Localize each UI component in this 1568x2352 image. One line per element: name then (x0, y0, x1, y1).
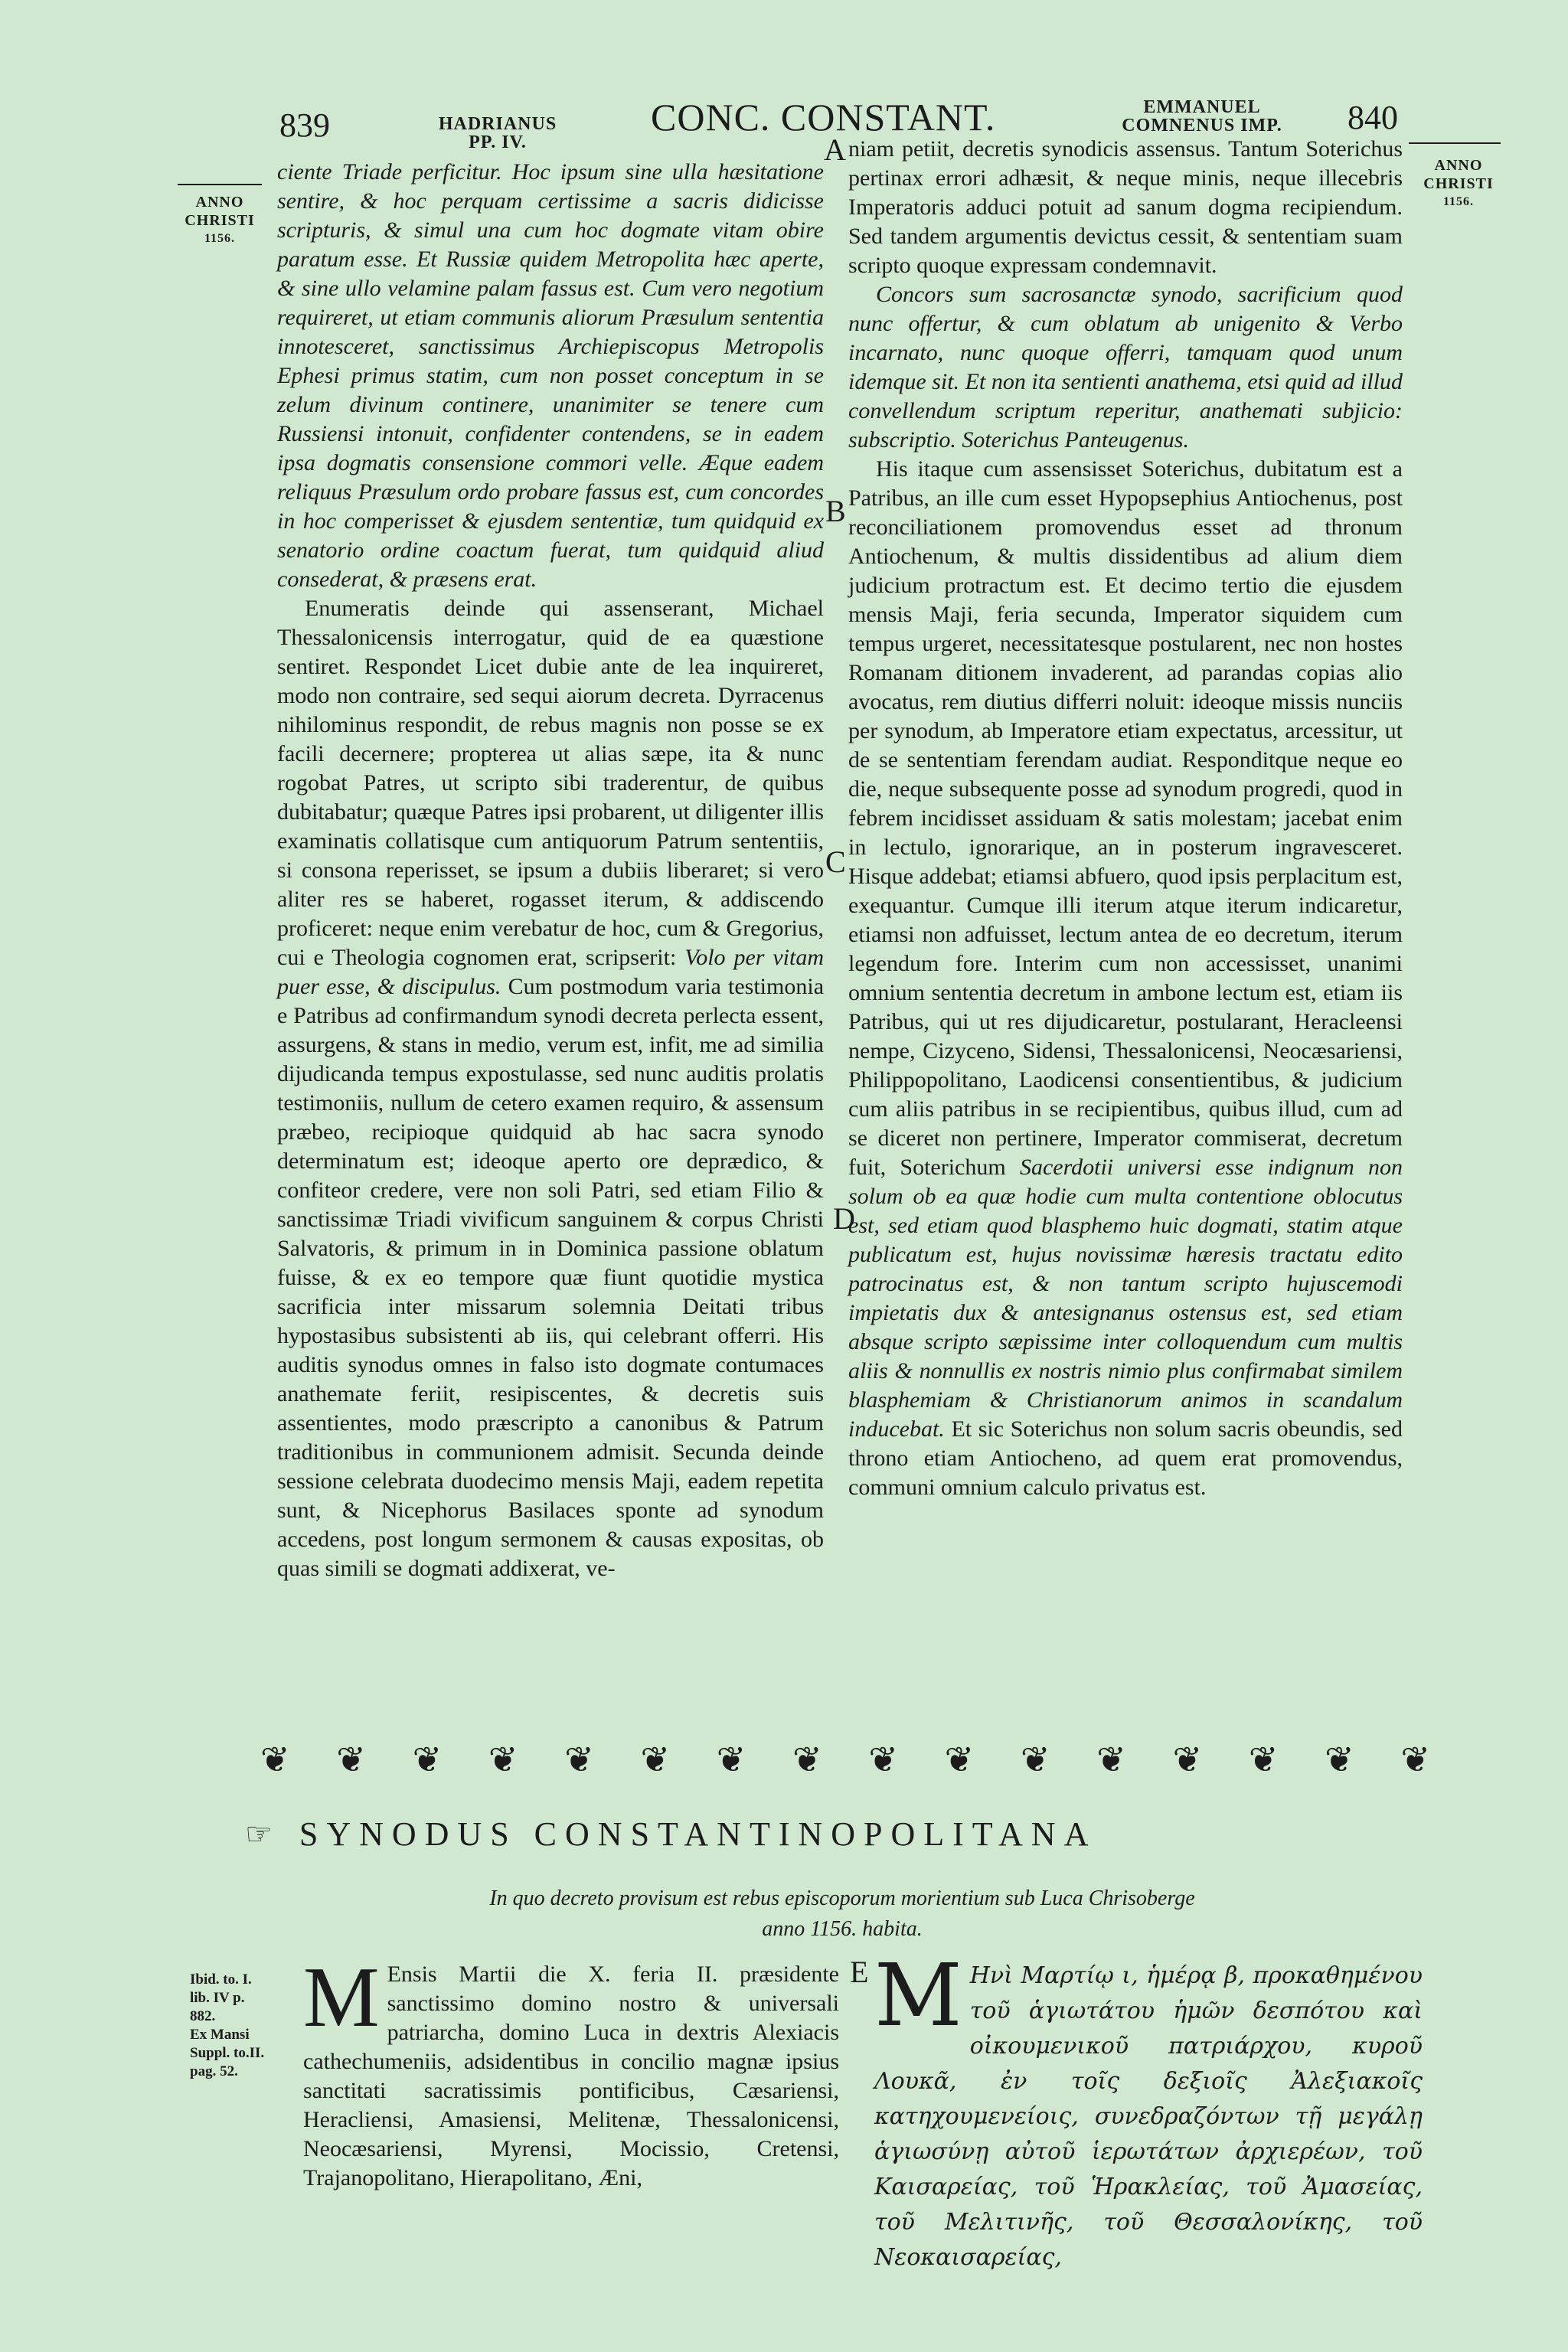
left-paragraph-1-text: Enumeratis deinde qui assenserant, Michael Thessalonicensis interrogatur, quid de ea quæstione sentiret. Respondet Licet dubie ante de lea inquireret, modo non contraire, sed sequi aiorum decreta. Dyrracenus nihilominus respondit, de rebus magnis non posse se ex facili decernere; propterea ut alias sæpe, ita & nunc rogobat Patres, ut scripto sibi traderentur, de quibus dubitabatur; quæque Patres ipsi probarent, ut diligenter illis examinatis collatisque cum antiquorum Patrum sententiis, si consona reperisset, se ipsum a dubiis liberaret; si vero aliter res se haberet, rogasset iterum, & addiscendo proficeret: neque enim verebatur de hoc, cum & Gregorius, cui e Theologia cognomen erat, scripserit: (277, 596, 824, 970)
right-paragraph-3-text: His itaque cum assensisset Soterichus, dubitatum est a Patribus, an ille cum esset Hypopsephius Antiochenus, post reconciliationem promovendus esset ad thronum Antiochenum, & multis dissidentibus ad alium diem judicium protractum est. Et decimo tertio die ejusdem mensis Maji, feria secunda, Imperator siquidem cum tempus urgeret, necessitatesque postularent, nec non hostes Romanam ditionem invaderent, ad parandas copias alio avocatus, rem diutius differri noluit: ideoque missis nunciis per synodum, ab Imperatore etiam expectatus, arcessitur, ut de se sententiam ferendam audiat. Responditque neque eo die, neque subsequente posse ad synodum progredi, quod in febrem incidisset assiduam & satis molestam; jacebat enim in lectulo, ignorarique, an in posterum ingravesceret. Hisque addebat; etiamsi abfuero, quod ipsis perplacitum est, exequantur. Cumque illi iterum atque iterum indicaretur, etiamsi non adfuisset, lectum antea de eo decretum, iterum legendum fore. Interim cum non accessisset, unanimi omnium sententia decretum in ambone lectum est, etiam iis Patribus, qui ut res dijudicaretur, postularant, Heracleensi nempe, Cizyceno, Sidensi, Thessalonicensi, Neocæsariensi, Philippopolitano, Laodicensi consentientibus, & judicium cum aliis patribus in se recipientibus, quibus illud, cum ad se diceret non pertinere, Imperator commiserat, decretum fuit, Soterichum (848, 456, 1403, 1180)
ornament-band (260, 1736, 1430, 1782)
left-margin-rule (178, 184, 262, 185)
left-running-author (413, 115, 582, 152)
marker-e: E (850, 1955, 869, 1989)
right-column (848, 135, 1403, 1720)
fleuron-icon: ❦ (640, 1740, 671, 1779)
right-year: 1156. (1442, 195, 1475, 208)
left-italic-intro: ciente Triade perficitur. Hoc ipsum sine ulla hæsitatione sentire, & hoc perquam certissime a sacris didicisse scripturis, & simul una cum hoc dogmate vitam obire paratum esse. Et Russiæ quidem Metropolita hæc aperte, & sine ullo velamine palam fassus est. Cum vero negotium requireret, ut etiam communis aliorum Præsulum sententia innotesceret, sanctissimus Archiepiscopus Metropolis Ephesi primus statim, cum non posset conceptum in se zelum divinum continere, unanimiter se tenere cum Russiensi intonuit, confidenter contendens, se in eadem ipsa dogmatis consensione commori velle. Æque eadem reliquus Præsulum ordo probare fassus est, cum concordes in hoc comperisset & ejusdem sententiæ, tum quidquid ex senatorio ordine coactum fuerat, tum quidquid aliud consederat, & præsens erat. (277, 159, 824, 592)
fleuron-icon: ❦ (1096, 1740, 1126, 1779)
fleuron-icon: ❦ (868, 1740, 898, 1779)
right-year-note (1413, 156, 1504, 211)
right-page-number: 840 (1348, 99, 1398, 136)
left-anno: ANNO (195, 194, 244, 211)
left-author-line2: PP. IV. (469, 132, 527, 152)
greek-dropcap: M (874, 1946, 962, 2046)
fleuron-icon: ❦ (1400, 1740, 1430, 1779)
fleuron-icon: ❦ (792, 1740, 822, 1779)
fleuron-icon: ❦ (260, 1740, 290, 1779)
left-year: 1156. (204, 232, 236, 245)
bottom-greek-column (874, 1946, 1423, 2271)
fleuron-icon: ❦ (1325, 1740, 1354, 1779)
running-title: CONC. CONSTANT. (651, 96, 996, 139)
right-paragraph-3-decree: Sacerdotii universi esse indignum non solum ob ea quæ hodie cum multa contentione oblocutus est, sed etiam quod blasphemo huic dogmati, statim atque publicatum est, hujus novissimæ hæresis tractatu edito patrocinatus est, & non tantum scripto hujuscemodi impietatis dux & antesignanus ostensus est, sed etiam absque scripto sæpissime inter colloquendum cum multis aliis & nonnullis ex nostris nimio plus confirmabat similem blasphemiam & Christianorum animos in scandalum inducebat. (848, 1155, 1403, 1442)
fleuron-icon: ❦ (564, 1740, 594, 1779)
right-christi: CHRISTI (1423, 175, 1494, 192)
right-paragraph-2: Concors sum sacrosanctæ synodo, sacrificium quod nunc offertur, & cum oblatum ab unigenito & Verbo incarnato, nunc quoque offerri, tamquam quod unum idemque sit. Et non ita sentienti anathema, etsi quid ad illud convellendum scriptum reperitur, anathemati subjicio: subscriptio. Soterichus Panteugenus. (848, 282, 1403, 452)
right-paragraph-3-end: Et sic Soterichus non solum sacris obeundis, sed throno etiam Antiocheno, ad quem erat promovendus, communi omnium calculo privatus est. (848, 1416, 1403, 1500)
greek-decree-text: Ηνὶ Μαρτίῳ ι, ἡμέρᾳ β, προκαθημένου τοῦ ἁγιωτάτου ἡμῶν δεσπότου καὶ οἰκουμενικοῦ πατριάρχου, κυροῦ Λουκᾶ, ἐν τοῖς δεξιοῖς Ἀλεξιακοῖς κατηχουμενείοις, συνεδραζόντων τῇ μεγάλῃ ἁγιωσύνῃ αὐτοῦ ἱερωτάτων ἀρχιερέων, τοῦ Καισαρείας, τοῦ Ἡρακλείας, τοῦ Ἀμασείας, τοῦ Μελιτινῆς, τοῦ Θεσσαλονίκης, τοῦ Νεοκαισαρείας, (874, 1962, 1423, 2271)
left-column (277, 158, 824, 1720)
synod-title-row (245, 1815, 1439, 1854)
latin-dropcap: M (303, 1950, 380, 2045)
left-year-note (170, 193, 270, 248)
fleuron-icon: ❦ (944, 1740, 975, 1779)
side-note-line3: 882. (190, 2008, 216, 2024)
left-paragraph-1 (277, 594, 824, 1583)
side-note-line1: Ibid. to. I. (190, 1971, 252, 1988)
side-note-line5: Suppl. to.II. (190, 2045, 265, 2061)
fleuron-icon: ❦ (336, 1740, 366, 1779)
right-paragraph-1: niam petiit, decretis synodicis assensus. Tantum Soterichus pertinax errori adhæsit, & neque minis, neque illecebris Imperatoris adduci potuit ad sanum dogma recipiendum. Sed tandem argumentis devictus cessit, & sententiam suam scripto quoque expressam condemnavit. (848, 136, 1403, 278)
right-paragraph-3 (848, 455, 1403, 1502)
left-paragraph-2: Cum postmodum varia testimonia e Patribus ad confirmandum synodi decreta perlecta essent, assurgens, & stans in medio, verum est, infit, me ad similia dijudicanda tempus expostulasse, sed nunc auditis prolatis testimoniis, nullum de cetero examen requiro, & assensum præbeo, recipioque quidquid ab hac sacra synodo determinatum est; ideoque aperto ore deprædico, & confiteor credere, vere non soli Patri, sed etiam Filio & sanctissimæ Triadi vivificum sanguinem & corpus Christi Salvatoris, & primum in in Dominica passione oblatum fuisse, & ex eo tempore quæ fiunt quotidie mystica sacrificia inter missarum solemnia Deitati tribus hypostasibus subsistenti ab iis, qui celebrant offerri. His auditis synodus omnes in falso isto dogmate contumaces anathemate feriit, resipiscentes, & decretis suis assentientes, modo præscripto a canonibus & Patrum traditionibus in communionem admisit. Secunda deinde sessione celebrata duodecimo mensis Maji, eadem repetita sunt, & Nicephorus Basilaces sponte ad synodum accedens, post longum sermonem & causas expositas, ob quas simili se dogmati addixerat, ve- (277, 974, 825, 1581)
fleuron-icon: ❦ (1172, 1740, 1203, 1779)
marker-a: A (824, 132, 846, 167)
pointing-hand-icon: ☞ (245, 1817, 281, 1851)
left-paragraph-1-quote: Volo per vitam puer esse, & discipulus. (277, 945, 824, 999)
synod-subtitle-2: anno 1156. habita. (762, 1917, 923, 1941)
right-margin-rule (1409, 142, 1501, 144)
marker-c: C (825, 844, 846, 879)
fleuron-icon: ❦ (716, 1740, 746, 1779)
left-christi: CHRISTI (185, 212, 255, 229)
right-anno: ANNO (1434, 157, 1483, 174)
fleuron-icon: ❦ (1248, 1740, 1279, 1779)
left-page-number: 839 (279, 106, 330, 144)
marker-d: D (833, 1201, 855, 1236)
side-note-line4: Ex Mansi (190, 2027, 250, 2043)
marker-b: B (825, 494, 846, 528)
right-running-author (1087, 98, 1317, 135)
fleuron-icon: ❦ (488, 1740, 518, 1779)
synod-title: SYNODUS CONSTANTINOPOLITANA (299, 1815, 1097, 1853)
left-author-line1: HADRIANUS (438, 114, 557, 134)
source-side-note (190, 1971, 282, 2081)
synod-subtitle-1: In quo decreto provisum est rebus episcoporum morientium sub Luca Chrisoberge (489, 1886, 1195, 1910)
right-author-line2: COMNENUS IMP. (1122, 116, 1282, 136)
bottom-latin-column (303, 1950, 839, 2190)
fleuron-icon: ❦ (1020, 1740, 1050, 1779)
side-note-line6: pag. 52. (190, 2063, 238, 2079)
right-author-line1: EMMANUEL (1143, 97, 1261, 117)
latin-decree-text: Ensis Martii die X. feria II. præsidente sanctissimo domino nostro & universali patriarcha, domino Luca in dextris Alexiacis cathechumeniis, adsidentibus in concilio magnæ ipsius sanctitati sacratissimis pontificibus, Cæsariensi, Heracliensi, Amasiensi, Melitenæ, Thessalonicensi, Neocæsariensi, Myrensi, Mocissio, Cretensi, Trajanopolitano, Hierapolitano, Æni, (303, 1962, 839, 2190)
side-note-line2: lib. IV p. (190, 1990, 245, 2006)
fleuron-icon: ❦ (412, 1740, 443, 1779)
